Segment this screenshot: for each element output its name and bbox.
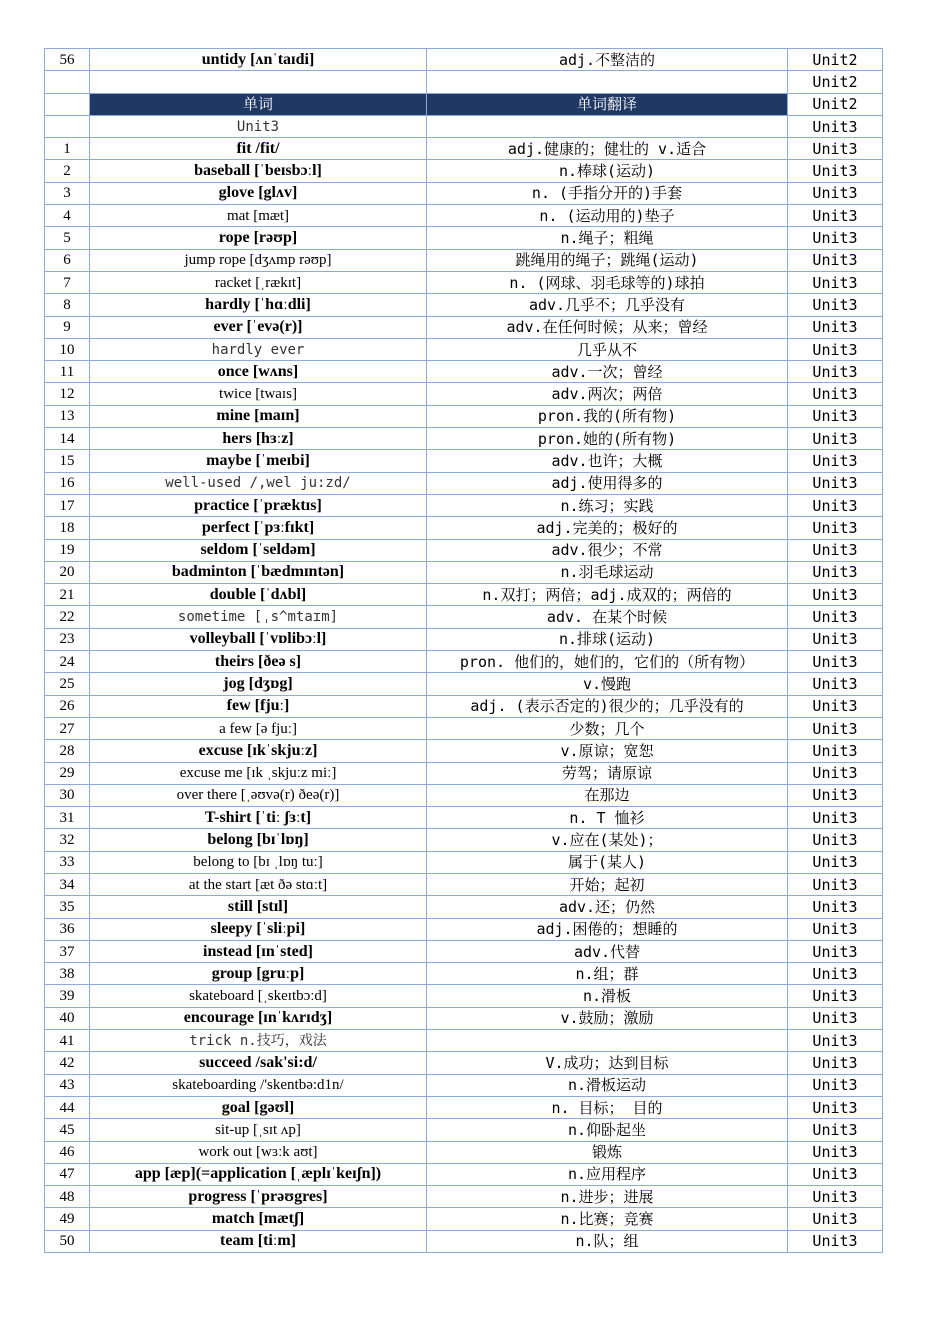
translation-cell: n.练习；实践	[427, 494, 788, 516]
word-cell: ever [ˈevə(r)]	[90, 316, 427, 338]
table-row	[45, 1119, 883, 1141]
unit-cell: Unit3	[788, 539, 883, 561]
table-row	[45, 561, 883, 583]
translation-cell: n.双打；两倍；adj.成双的；两倍的	[427, 584, 788, 606]
table-row	[45, 71, 883, 93]
word-cell: excuse [ɪkˈskjuːz]	[90, 740, 427, 762]
table-row	[45, 494, 883, 516]
translation-cell: n. (运动用的)垫子	[427, 205, 788, 227]
translation-cell: adv.两次；两倍	[427, 383, 788, 405]
table-row	[45, 1141, 883, 1163]
row-number-cell: 9	[45, 316, 90, 338]
row-number-cell: 16	[45, 472, 90, 494]
word-cell: succeed /sak'si:d/	[90, 1052, 427, 1074]
translation-cell: adv.几乎不；几乎没有	[427, 294, 788, 316]
row-number-cell: 20	[45, 561, 90, 583]
translation-cell: adj.不整洁的	[427, 49, 788, 71]
row-number-cell: 36	[45, 918, 90, 940]
row-number-cell: 48	[45, 1186, 90, 1208]
unit-cell: Unit3	[788, 896, 883, 918]
unit-cell: Unit3	[788, 405, 883, 427]
word-cell: Unit3	[90, 115, 427, 137]
unit-cell: Unit3	[788, 361, 883, 383]
row-number-cell: 2	[45, 160, 90, 182]
row-number-cell: 7	[45, 271, 90, 293]
unit-cell: Unit3	[788, 673, 883, 695]
unit-cell: Unit3	[788, 316, 883, 338]
table-row	[45, 428, 883, 450]
table-row	[45, 740, 883, 762]
row-number-cell: 38	[45, 963, 90, 985]
unit-cell: Unit3	[788, 807, 883, 829]
unit-cell: Unit3	[788, 160, 883, 182]
table-row	[45, 717, 883, 739]
translation-cell	[427, 115, 788, 137]
unit-cell: Unit3	[788, 717, 883, 739]
row-number-cell: 40	[45, 1007, 90, 1029]
word-cell: racket [ˌrækɪt]	[90, 271, 427, 293]
word-cell: still [stɪl]	[90, 896, 427, 918]
unit-cell: Unit3	[788, 695, 883, 717]
table-row	[45, 1007, 883, 1029]
table-row	[45, 1074, 883, 1096]
vocabulary-table	[44, 48, 883, 1253]
row-number-cell: 3	[45, 182, 90, 204]
unit-cell: Unit3	[788, 271, 883, 293]
table-row	[45, 762, 883, 784]
unit-cell: Unit3	[788, 249, 883, 271]
unit-cell: Unit3	[788, 383, 883, 405]
row-number-cell: 35	[45, 896, 90, 918]
table-row	[45, 517, 883, 539]
row-number-cell: 17	[45, 494, 90, 516]
table-row	[45, 985, 883, 1007]
word-cell: badminton [ˈbædmɪntən]	[90, 561, 427, 583]
row-number-cell: 4	[45, 205, 90, 227]
translation-cell: n. (网球、羽毛球等的)球拍	[427, 271, 788, 293]
translation-cell: n.羽毛球运动	[427, 561, 788, 583]
table-row	[45, 271, 883, 293]
unit-cell: Unit3	[788, 1163, 883, 1185]
translation-cell: v.应在(某处)；	[427, 829, 788, 851]
table-row	[45, 1163, 883, 1185]
unit-cell: Unit2	[788, 49, 883, 71]
unit-cell: Unit3	[788, 651, 883, 673]
word-cell: excuse me [ɪk ˌskjuːz miː]	[90, 762, 427, 784]
table-row	[45, 628, 883, 650]
table-row	[45, 896, 883, 918]
word-cell: team [tiːm]	[90, 1230, 427, 1252]
row-number-cell: 13	[45, 405, 90, 427]
word-cell	[90, 71, 427, 93]
word-cell: match [mætʃ]	[90, 1208, 427, 1230]
word-cell: skateboard [ˌskeɪtbɔːd]	[90, 985, 427, 1007]
row-number-cell: 42	[45, 1052, 90, 1074]
word-cell: instead [ɪnˈsted]	[90, 940, 427, 962]
unit-cell: Unit3	[788, 873, 883, 895]
table-row	[45, 115, 883, 137]
table-row	[45, 829, 883, 851]
unit-cell: Unit3	[788, 963, 883, 985]
row-number-cell: 41	[45, 1030, 90, 1052]
translation-cell: adj. (表示否定的)很少的；几乎没有的	[427, 695, 788, 717]
unit-cell: Unit3	[788, 1208, 883, 1230]
unit-cell: Unit3	[788, 584, 883, 606]
unit-cell: Unit3	[788, 829, 883, 851]
row-number-cell: 24	[45, 651, 90, 673]
word-cell: rope [rəʊp]	[90, 227, 427, 249]
table-row	[45, 450, 883, 472]
row-number-cell: 10	[45, 338, 90, 360]
table-row	[45, 1052, 883, 1074]
unit-cell: Unit3	[788, 428, 883, 450]
word-cell: perfect [ˈpɜːfɪkt]	[90, 517, 427, 539]
row-number-cell: 29	[45, 762, 90, 784]
table-row	[45, 873, 883, 895]
translation-cell: 跳绳用的绳子；跳绳(运动)	[427, 249, 788, 271]
translation-cell: n.棒球(运动)	[427, 160, 788, 182]
translation-cell: n.排球(运动)	[427, 628, 788, 650]
table-row	[45, 160, 883, 182]
word-cell: sit-up [ˌsɪt ʌp]	[90, 1119, 427, 1141]
row-number-cell: 14	[45, 428, 90, 450]
unit-cell: Unit3	[788, 940, 883, 962]
unit-cell: Unit3	[788, 472, 883, 494]
unit-cell: Unit3	[788, 1230, 883, 1252]
table-row	[45, 651, 883, 673]
table-row	[45, 472, 883, 494]
unit-cell: Unit3	[788, 740, 883, 762]
table-row	[45, 182, 883, 204]
translation-cell: n.队；组	[427, 1230, 788, 1252]
translation-cell: 劳驾；请原谅	[427, 762, 788, 784]
translation-cell: V.成功；达到目标	[427, 1052, 788, 1074]
row-number-cell: 34	[45, 873, 90, 895]
word-cell: theirs [ðeə s]	[90, 651, 427, 673]
table-row	[45, 1230, 883, 1252]
row-number-cell	[45, 71, 90, 93]
translation-cell: n.比赛；竞赛	[427, 1208, 788, 1230]
unit-cell: Unit3	[788, 450, 883, 472]
word-cell: work out [wɜːk aʊt]	[90, 1141, 427, 1163]
unit-cell: Unit3	[788, 561, 883, 583]
translation-cell: adv.还；仍然	[427, 896, 788, 918]
translation-cell: adv.也许；大概	[427, 450, 788, 472]
translation-cell: 单词翻译	[427, 93, 788, 115]
word-cell: hardly [ˈhɑːdli]	[90, 294, 427, 316]
table-row	[45, 1186, 883, 1208]
row-number-cell	[45, 93, 90, 115]
word-cell: mat [mæt]	[90, 205, 427, 227]
word-cell: 单词	[90, 93, 427, 115]
translation-cell: adv.一次；曾经	[427, 361, 788, 383]
translation-cell: pron.我的(所有物)	[427, 405, 788, 427]
table-row	[45, 138, 883, 160]
translation-cell: n.应用程序	[427, 1163, 788, 1185]
table-row	[45, 249, 883, 271]
row-number-cell: 50	[45, 1230, 90, 1252]
table-row	[45, 673, 883, 695]
translation-cell: adj.困倦的；想睡的	[427, 918, 788, 940]
translation-cell: n. T 恤衫	[427, 807, 788, 829]
table-row	[45, 940, 883, 962]
word-cell: skateboarding /'skentbə:d1n/	[90, 1074, 427, 1096]
unit-cell: Unit3	[788, 115, 883, 137]
unit-cell: Unit3	[788, 1074, 883, 1096]
table-row	[45, 1208, 883, 1230]
row-number-cell: 23	[45, 628, 90, 650]
word-cell: belong [bɪˈlɒŋ]	[90, 829, 427, 851]
translation-cell: 属于(某人)	[427, 851, 788, 873]
unit-cell: Unit3	[788, 138, 883, 160]
word-cell: glove [glʌv]	[90, 182, 427, 204]
table-row	[45, 539, 883, 561]
word-cell: group [gruːp]	[90, 963, 427, 985]
table-row	[45, 606, 883, 628]
table-row	[45, 851, 883, 873]
unit-cell: Unit3	[788, 784, 883, 806]
unit-cell: Unit3	[788, 1186, 883, 1208]
word-cell: at the start [æt ðə stɑːt]	[90, 873, 427, 895]
row-number-cell: 15	[45, 450, 90, 472]
word-cell: over there [ˌəʊvə(r) ðeə(r)]	[90, 784, 427, 806]
translation-cell: n.仰卧起坐	[427, 1119, 788, 1141]
row-number-cell: 6	[45, 249, 90, 271]
unit-cell: Unit3	[788, 227, 883, 249]
table-row	[45, 807, 883, 829]
unit-cell: Unit3	[788, 1030, 883, 1052]
row-number-cell: 33	[45, 851, 90, 873]
unit-cell: Unit3	[788, 182, 883, 204]
translation-cell: 在那边	[427, 784, 788, 806]
unit-cell: Unit3	[788, 851, 883, 873]
table-row	[45, 205, 883, 227]
row-number-cell: 19	[45, 539, 90, 561]
translation-cell: 开始；起初	[427, 873, 788, 895]
row-number-cell: 18	[45, 517, 90, 539]
translation-cell: adj.健康的；健壮的 v.适合	[427, 138, 788, 160]
translation-cell: adv.在任何时候；从来；曾经	[427, 316, 788, 338]
row-number-cell: 45	[45, 1119, 90, 1141]
unit-cell: Unit3	[788, 1096, 883, 1118]
translation-cell: n.滑板运动	[427, 1074, 788, 1096]
unit-cell: Unit3	[788, 1119, 883, 1141]
table-row	[45, 294, 883, 316]
translation-cell: v.慢跑	[427, 673, 788, 695]
word-cell: few [fjuː]	[90, 695, 427, 717]
unit-cell: Unit3	[788, 1052, 883, 1074]
table-row	[45, 963, 883, 985]
word-cell: maybe [ˈmeɪbi]	[90, 450, 427, 472]
unit-cell: Unit3	[788, 338, 883, 360]
row-number-cell: 37	[45, 940, 90, 962]
word-cell: mine [maɪn]	[90, 405, 427, 427]
table-row	[45, 1096, 883, 1118]
unit-cell: Unit3	[788, 205, 883, 227]
translation-cell: n. (手指分开的)手套	[427, 182, 788, 204]
word-cell: seldom [ˈseldəm]	[90, 539, 427, 561]
translation-cell: 少数；几个	[427, 717, 788, 739]
unit-cell: Unit3	[788, 628, 883, 650]
word-cell: a few [ə fjuː]	[90, 717, 427, 739]
row-number-cell: 39	[45, 985, 90, 1007]
translation-cell: adv. 在某个时候	[427, 606, 788, 628]
translation-cell: v.原谅；宽恕	[427, 740, 788, 762]
word-cell: baseball [ˈbeɪsbɔːl]	[90, 160, 427, 182]
table-row	[45, 361, 883, 383]
word-cell: hers [hɜːz]	[90, 428, 427, 450]
table-row	[45, 1030, 883, 1052]
unit-cell: Unit3	[788, 606, 883, 628]
unit-cell: Unit3	[788, 494, 883, 516]
translation-cell: adv.很少；不常	[427, 539, 788, 561]
row-number-cell: 49	[45, 1208, 90, 1230]
word-cell: sometime [ˌs^mtaɪm]	[90, 606, 427, 628]
table-row	[45, 338, 883, 360]
word-cell: volleyball [ˈvɒlibɔːl]	[90, 628, 427, 650]
translation-cell	[427, 71, 788, 93]
word-cell: T-shirt [ˈtiː ʃɜːt]	[90, 807, 427, 829]
row-number-cell: 31	[45, 807, 90, 829]
word-cell: belong to [bɪ ˌlɒŋ tuː]	[90, 851, 427, 873]
row-number-cell: 21	[45, 584, 90, 606]
table-row	[45, 405, 883, 427]
unit-cell: Unit3	[788, 762, 883, 784]
translation-cell: pron.她的(所有物)	[427, 428, 788, 450]
table-row	[45, 695, 883, 717]
row-number-cell	[45, 115, 90, 137]
row-number-cell: 47	[45, 1163, 90, 1185]
word-cell: twice [twaɪs]	[90, 383, 427, 405]
row-number-cell: 12	[45, 383, 90, 405]
translation-cell	[427, 1030, 788, 1052]
word-cell: hardly ever	[90, 338, 427, 360]
row-number-cell: 25	[45, 673, 90, 695]
word-cell: well-used /,wel ju:zd/	[90, 472, 427, 494]
row-number-cell: 11	[45, 361, 90, 383]
vocabulary-table-body	[45, 49, 883, 1253]
translation-cell: n.进步；进展	[427, 1186, 788, 1208]
row-number-cell: 1	[45, 138, 90, 160]
word-cell: sleepy [ˈsliːpi]	[90, 918, 427, 940]
table-row	[45, 584, 883, 606]
row-number-cell: 22	[45, 606, 90, 628]
word-cell: untidy [ʌnˈtaɪdi]	[90, 49, 427, 71]
translation-cell: pron. 他们的，她们的，它们的（所有物）	[427, 651, 788, 673]
translation-cell: n.组；群	[427, 963, 788, 985]
row-number-cell: 43	[45, 1074, 90, 1096]
unit-cell: Unit2	[788, 71, 883, 93]
word-cell: jog [dʒɒg]	[90, 673, 427, 695]
row-number-cell: 56	[45, 49, 90, 71]
unit-cell: Unit3	[788, 1141, 883, 1163]
row-number-cell: 5	[45, 227, 90, 249]
word-cell: encourage [ɪnˈkʌrɪdʒ]	[90, 1007, 427, 1029]
table-row	[45, 49, 883, 71]
row-number-cell: 32	[45, 829, 90, 851]
word-cell: progress [ˈprəʊgres]	[90, 1186, 427, 1208]
translation-cell: adv.代替	[427, 940, 788, 962]
translation-cell: 锻炼	[427, 1141, 788, 1163]
unit-cell: Unit3	[788, 918, 883, 940]
row-number-cell: 8	[45, 294, 90, 316]
translation-cell: n.滑板	[427, 985, 788, 1007]
row-number-cell: 46	[45, 1141, 90, 1163]
word-cell: trick n.技巧，戏法	[90, 1030, 427, 1052]
unit-cell: Unit3	[788, 517, 883, 539]
translation-cell: n.绳子；粗绳	[427, 227, 788, 249]
row-number-cell: 26	[45, 695, 90, 717]
translation-cell: 几乎从不	[427, 338, 788, 360]
table-row	[45, 784, 883, 806]
word-cell: double [ˈdʌbl]	[90, 584, 427, 606]
row-number-cell: 30	[45, 784, 90, 806]
table-row	[45, 227, 883, 249]
table-row	[45, 918, 883, 940]
unit-cell: Unit2	[788, 93, 883, 115]
row-number-cell: 27	[45, 717, 90, 739]
word-cell: once [wʌns]	[90, 361, 427, 383]
unit-cell: Unit3	[788, 985, 883, 1007]
row-number-cell: 44	[45, 1096, 90, 1118]
table-header-row	[45, 93, 883, 115]
word-cell: goal [gəʊl]	[90, 1096, 427, 1118]
word-cell: fit /fit/	[90, 138, 427, 160]
word-cell: jump rope [dʒʌmp rəʊp]	[90, 249, 427, 271]
translation-cell: v.鼓励；激励	[427, 1007, 788, 1029]
unit-cell: Unit3	[788, 1007, 883, 1029]
translation-cell: n. 目标； 目的	[427, 1096, 788, 1118]
word-cell: practice [ˈpræktɪs]	[90, 494, 427, 516]
table-row	[45, 383, 883, 405]
word-cell: app [æp](=application [ˌæplɪˈkeɪʃn])	[90, 1163, 427, 1185]
unit-cell: Unit3	[788, 294, 883, 316]
translation-cell: adj.完美的；极好的	[427, 517, 788, 539]
row-number-cell: 28	[45, 740, 90, 762]
translation-cell: adj.使用得多的	[427, 472, 788, 494]
table-row	[45, 316, 883, 338]
